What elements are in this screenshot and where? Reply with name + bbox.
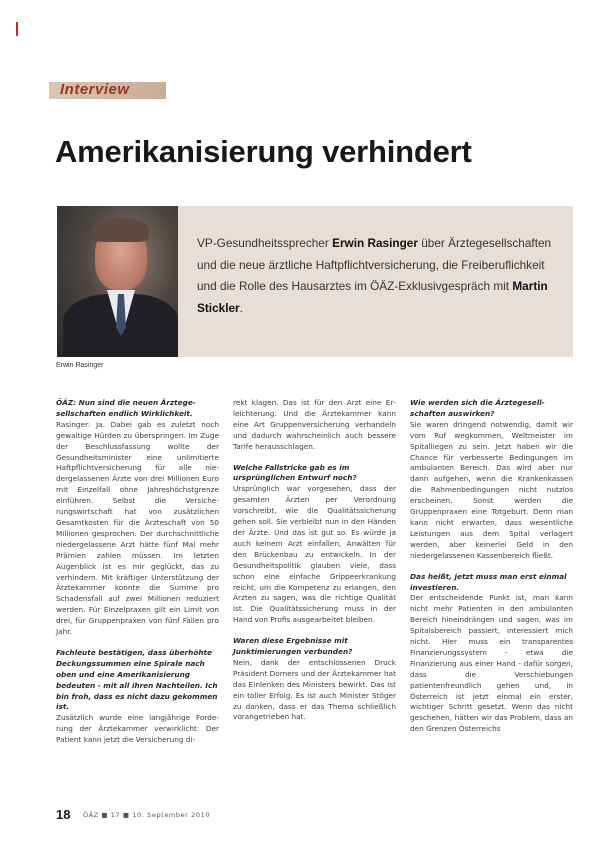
page-number: 18 (56, 807, 71, 822)
article-column-1 (56, 398, 219, 746)
paragraph-gap (410, 562, 573, 572)
interview-question: Wie werden sich die Ärztegesellschaften auswirken? (410, 398, 545, 418)
intro-part-2: über Ärztegesellschaften und die neue ärztliche Haftpflichtversicherung, die Freiberuflichkeit und die Rolle des Hausarztes im ÖÄZ-Exklusivgespräch mit (197, 236, 552, 293)
portrait-hair (93, 218, 149, 242)
intro-name-2: Martin Stickler (197, 279, 548, 315)
section-kicker-label: Interview (60, 81, 130, 98)
interview-question: Waren diese Ergebnisse mit Junktimierungen verbunden? (233, 636, 353, 657)
article-headline: Amerikanisierung verhindert (55, 134, 472, 169)
page-footer (56, 807, 576, 823)
interview-question: Das heißt, jetzt muss man erst einmal investieren. (410, 571, 567, 592)
interview-question: ÖÄZ: Nun sind die neuen Ärztegesellschaften endlich Wirklichkeit. (56, 398, 196, 418)
interview-question: Fachleute bestätigen, dass überhöhte Deckungssummen eine Spirale nach oben und eine Amerikanisierung bedeuten - mit all ihren Nachteilen. Ich bin froh, dass es nicht dazu gekommen ist. (56, 647, 218, 712)
interview-answer: Rasinger: Ja. Dabei gab es zuletzt noch gewaltige Hürden zu überspringen. Im Zuge der Beschlussfassung wollte der Gesundheitsminister eine unlimitierte Haftpflichtversicherung für alle niedergelassenen Ärzte von drei Millionen Euro mit Einzelfall ohne Jahreshöchstgrenze einführen. Selbst die Versicherungswirtschaft hat von zusätzlichen Gesamtkosten für die Ärzteschaft von 50 Millionen gesprochen. Der durchschnittliche niedergelassene Arzt hätte fünf Mal mehr Prämien zahlen müssen. Im letzten Augenblick ist es mir geglückt, das zu verhindern. Mit kräftiger Unterstützung der Ärztekammer konnte die Summe pro Schadensfall auf zwei Millionen reduziert werden. Für Einzelpraxen gilt ein Limit von drei, für Gruppenpraxen von fünf Fällen pro Jahr. (56, 419, 219, 637)
paragraph-gap (233, 453, 396, 463)
article-column-2 (233, 398, 396, 723)
interview-answer: Der entscheidende Punkt ist, man kann nicht mehr Patienten in den ambulanten Bereich hineindrängen und sagen, was im Spitalsbereich passiert, interessiert mich nicht. Hier muss ein transparentes Finanzierungssystem - etwa die Finanzierung aus einer Hand - dafür sorgen, dass die Verschiebungen patientenfreundlich gehen und, in Österreich ist jetzt einmal ein erster, wichtiger Schritt gesetzt. Wenn das nicht geschehen, hätten wir das Problem, dass an den Grenzen Österreichs (410, 593, 573, 734)
intro-text (197, 233, 559, 319)
section-kicker (49, 82, 166, 99)
page-edge-mark (16, 22, 18, 36)
article-column-3 (410, 398, 573, 735)
interview-answer: rekt klagen. Das ist für den Arzt eine Erleichterung. Und die Ärztekammer kann eine Art Gruppenversicherung verhandeln und dadurch wahrscheinlich auch bessere Tarife herausschlagen. (233, 398, 396, 451)
interview-answer: Nein, dank der entschlossenen Druck Präsident Dorners und der Ärztekammer hat das Einlenken des Ministers bewirkt. Das ist ein toller Erfolg. Es ist auch Minister Stöger zu danken, dass er das Thema schließlich vorangetrieben hat. (233, 657, 396, 722)
portrait-photo (57, 206, 178, 357)
issue-line: ÖÄZ ■ 17 ■ 10. September 2010 (83, 811, 211, 819)
intro-part-1: VP-Gesundheitssprecher (197, 236, 333, 250)
photo-caption: Erwin Rasinger (56, 362, 104, 369)
paragraph-gap (233, 626, 396, 636)
interview-answer: Ursprünglich war vorgesehen, dass der gesamten Ärzten per Verordnung vorschreibt, wie die Qualitätssicherung gehen soll. Sie verbleibt nun in den Händen der Ärzte. Und das ist gut so. Es würde ja auch keinem Arzt einfallen, Anwälten für den Brückenbau zu entwickeln. In der Gesundheitspolitik glauben viele, dass schon eine einfache Grippeerkrankung reicht, um die Kompetenz zu erlangen, den Ärzten zu sagen, was die richtige Qualität ist. Die Qualitätssicherung muss in der Hand von Profis ausgearbeitet bleiben. (233, 484, 396, 625)
interview-question: Welche Fallstricke gab es im ursprünglichen Entwurf noch? (233, 462, 357, 483)
paragraph-gap (56, 638, 219, 648)
intro-name-1: Erwin Rasinger (332, 236, 418, 250)
interview-answer: Sie waren dringend notwendig, damit wir vom Ruf wegkommen, Weltmeister im Spitalliegen zu sein. Jetzt haben wir die Chance für verbesserte Bedingungen im ambulanten Bereich. Das wird aber nur dann aufgehen, wenn die Krankenkassen die Rahmenbedingungen nicht nutzlos erscheinen. Sonst werden die Gruppenpraxen eine Totgeburt. Denn man kann nicht erwarten, dass wesentliche Leistungen aus dem Spital verlagert werden, aber keinerlei Geld in den niedergelassenen Kassenbereich fließt. (410, 419, 573, 560)
interview-answer: Zusätzlich wurde eine langjährige Forderung der Ärztekammer verwirklicht: Der Patient kann jetzt die Versicherung di- (56, 713, 219, 745)
intro-box (178, 206, 573, 357)
intro-part-3: . (239, 300, 243, 315)
